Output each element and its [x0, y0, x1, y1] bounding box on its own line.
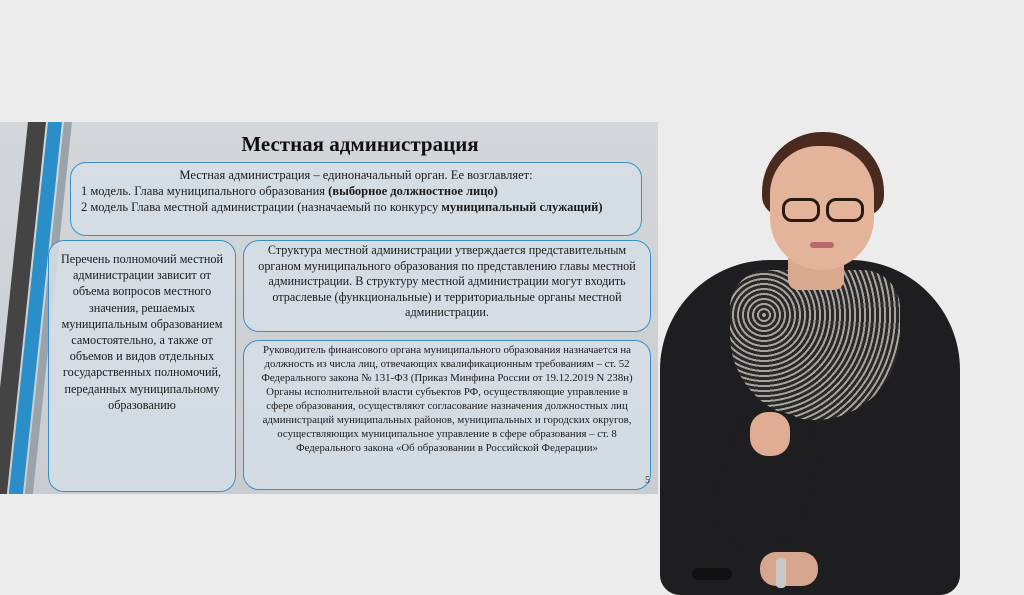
top-box-line-1 [81, 183, 631, 199]
slide-middle-box: Структура местной администрации утверждается представительным органом муниципального образования по представлению главы местной администрации. В структуру местной администрации могут входить отраслевые (функциональные) и территориальные органы местной администрации. [243, 240, 651, 332]
top-box-line-1-text: 1 модель. Глава муниципального образования [81, 184, 329, 198]
top-box-line-2-text: 2 модель Глава местной администрации (назначаемый по конкурсу [81, 200, 442, 214]
presenter-figure [600, 120, 1024, 595]
top-box-line-2-bold: муниципальный служащий) [441, 200, 603, 214]
presenter-glasses-right [826, 198, 864, 222]
slide-title: Местная администрация [241, 132, 479, 156]
presenter-mouth [810, 242, 834, 248]
presenter-hand-lower [760, 552, 818, 586]
presenter-bracelet [776, 558, 786, 588]
presenter-hand-raised [750, 412, 790, 456]
presentation-slide [0, 122, 658, 494]
top-box-line-0: Местная администрация – единоначальный орган. Ее возглавляет: [179, 168, 533, 182]
slide-page-number: 5 [645, 475, 650, 486]
presenter-glasses-left [782, 198, 820, 222]
slide-bottom-box: Руководитель финансового органа муниципального образования назначается на должность из числа лиц, отвечающих квалификационным требованиям – ст. 52 Федерального закона № 131-ФЗ (Приказ Минфина России от 19.12.2019 N 238н) Органы исполнительной власти субъектов РФ, осуществляющие управление в сфере образования, осуществляют согласование назначения должностных лиц администраций муниципальных районов, муниципальных и городских округов, осуществляющих муниципальное управление в сфере образования – ст. 8 Федерального закона «Об образовании в Российской Федерации» [243, 340, 651, 490]
slide-left-box: Перечень полномочий местной администрации зависит от объема вопросов местного значения, решаемых муниципальным образованием самостоятельно, а также от объемов и видов отдельных государственных полномочий, переданных муниципальному образованию [48, 240, 236, 492]
slide-top-box [70, 162, 642, 236]
presenter-remote [692, 568, 732, 580]
top-box-line-1-bold: (выборное должностное лицо) [328, 184, 498, 198]
top-box-line-2 [81, 199, 631, 215]
